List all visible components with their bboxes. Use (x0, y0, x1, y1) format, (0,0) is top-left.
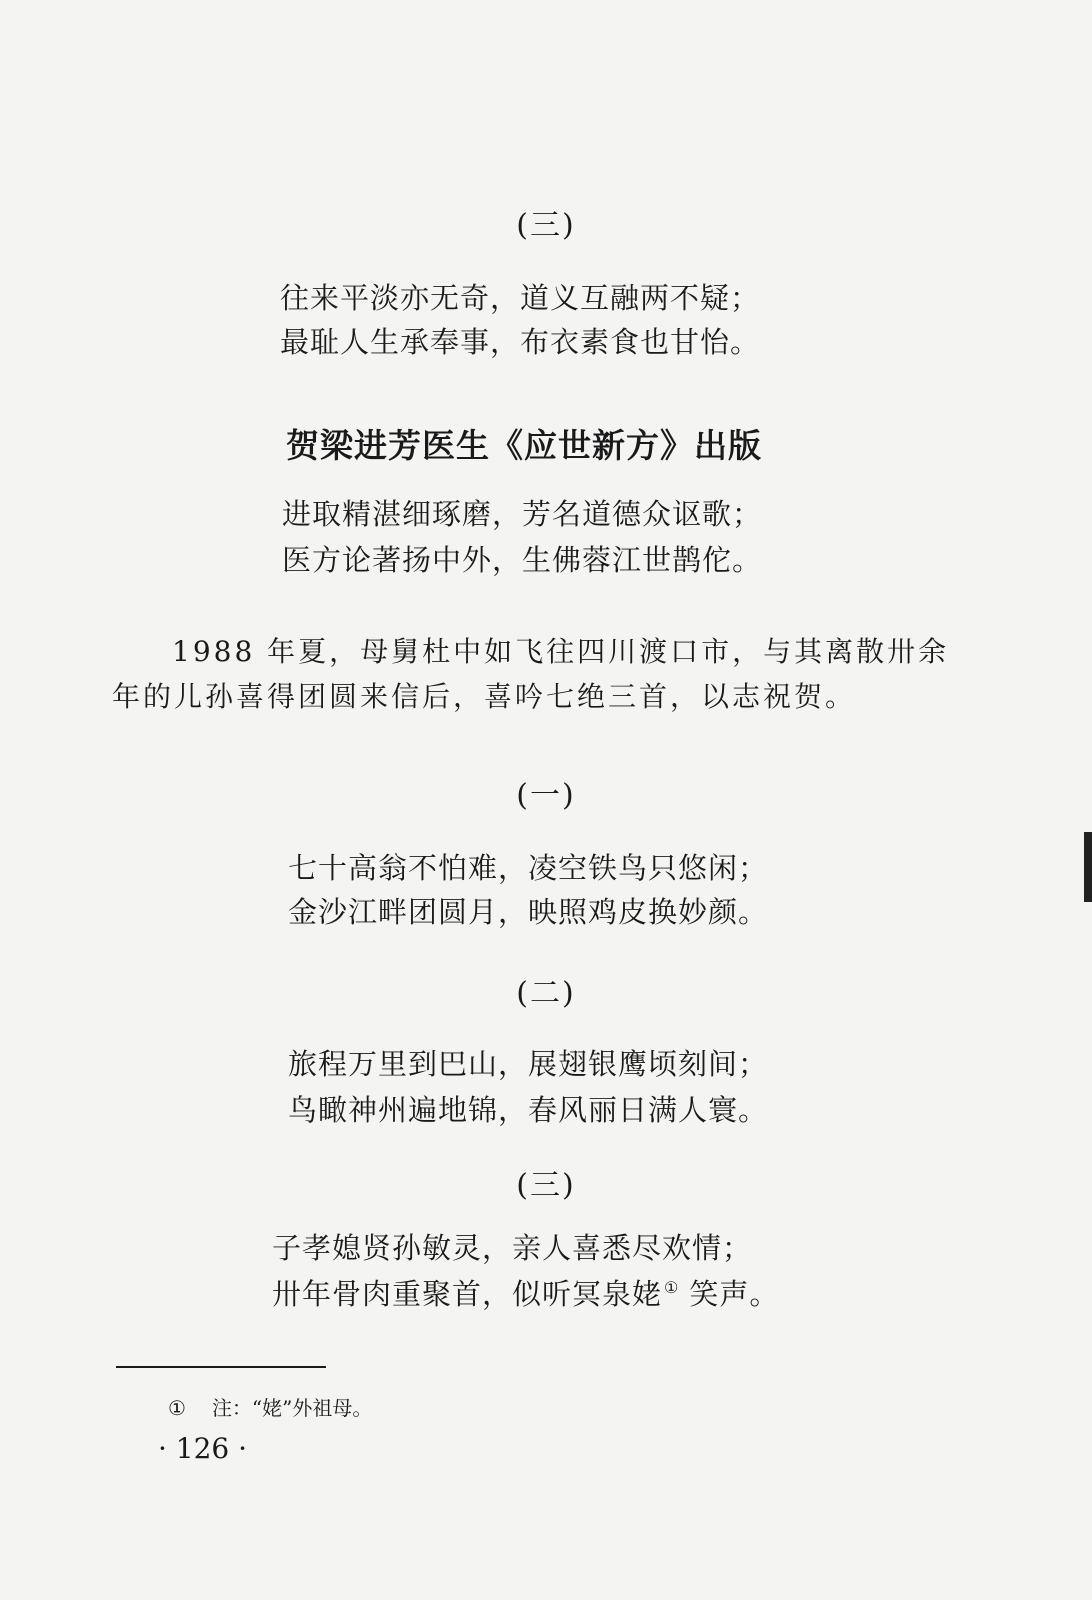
poem-c3-line-2-text: 卅年骨肉重聚首，似听冥泉姥 (272, 1277, 663, 1311)
poem-c1-line-2: 金沙江畔团圆月，映照鸡皮换妙颜。 (288, 895, 769, 929)
poem-c1-line-1: 七十高翁不怕难，凌空铁鸟只悠闲； (288, 851, 769, 885)
poem-c3-line-2 (272, 1272, 779, 1313)
footnote-text: 注：“姥”外祖母。 (211, 1396, 373, 1420)
page-number: · 126 · (158, 1432, 248, 1465)
poem-b-title: 贺梁进芳医生《应世新方》出版 (286, 426, 762, 465)
poem-b-line-1: 进取精湛细琢磨，芳名道德众讴歌； (282, 497, 763, 531)
poem-a-line-2: 最耻人生承奉事，布衣素食也甘怡。 (280, 325, 761, 359)
poem-c2-line-1: 旅程万里到巴山，展翅银鹰顷刻间； (288, 1047, 769, 1081)
poem-c3-line-2-end: 笑声。 (689, 1277, 780, 1311)
poem-c-part2-heading: (二) (516, 976, 576, 1011)
poem-a-line-1: 往来平淡亦无奇，道义互融两不疑； (280, 281, 761, 315)
intro-line-2: 年的儿孙喜得团圆来信后，喜吟七绝三首，以志祝贺。 (112, 680, 857, 713)
scan-edge-mark (1084, 832, 1092, 902)
intro-line-1: 1988 年夏，母舅杜中如飞往四川渡口市，与其离散卅余 (172, 635, 950, 668)
poem-c-part3-heading: (三) (516, 1168, 576, 1203)
poem-c3-line-1: 子孝媳贤孙敏灵，亲人喜悉尽欢情； (272, 1231, 753, 1265)
footnote-rule (116, 1366, 326, 1368)
poem-c-part1-heading: (一) (516, 778, 576, 813)
footnote (168, 1392, 372, 1421)
footnote-marker: ① (168, 1396, 186, 1420)
poem-b-line-2: 医方论著扬中外，生佛蓉江世鹊佗。 (282, 543, 763, 577)
footnote-reference: ① (664, 1278, 680, 1298)
poem-a-part3-heading: (三) (516, 208, 576, 243)
poem-c2-line-2: 鸟瞰神州遍地锦，春风丽日满人寰。 (288, 1093, 769, 1127)
